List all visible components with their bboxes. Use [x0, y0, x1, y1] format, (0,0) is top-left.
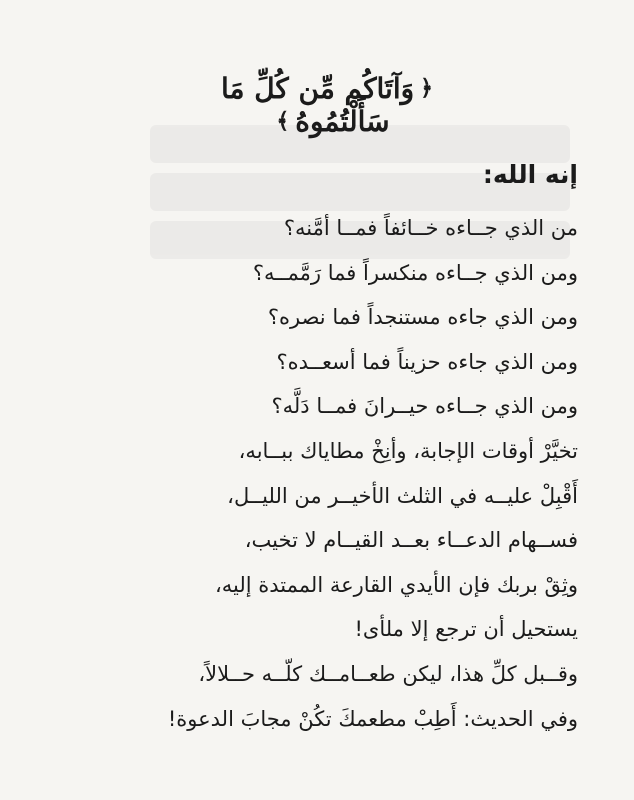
verse-title: [160, 72, 500, 138]
text-line: تخيَّرْ أوقات الإجابة، وأنِخْ مطاياك ببــابه،: [238, 438, 578, 463]
verse-text: وَآتَاكُم مِّن كُلِّ مَا سَأَلْتُمُوهُ: [220, 72, 415, 138]
text-line: من الذي جــاءه خــائفاً فمــا أمَّنه؟: [283, 216, 578, 240]
text-line: وثِقْ بربك فإن الأيدي القارعة الممتدة إليه،: [215, 572, 578, 597]
text-line: ومن الذي جــاءه حيــرانَ فمــا دَلَّه؟: [271, 394, 578, 419]
text-line: يستحيل أن ترجع إلا ملأى!: [354, 617, 578, 642]
text-line: فســهام الدعــاء بعــد القيــام لا تخيب،: [244, 528, 578, 553]
text-line: وفي الحديث: أَطِبْ مطعمكَ تكُنْ مجابَ الدعوة!: [167, 706, 578, 731]
ornament-right: ﴿: [420, 75, 434, 101]
body-text: [58, 206, 578, 741]
text-line: وقــبل كلِّ هذا، ليكن طعــامــك كلّــه حــلالاً،: [198, 661, 578, 686]
text-line: ومن الذي جــاءه منكسراً فما رَمَّمــه؟: [252, 260, 578, 285]
text-line: أَقْبِلْ عليــه في الثلث الأخيــر من الليــل،: [227, 483, 578, 508]
ornament-left: ﴾: [276, 108, 290, 134]
section-heading: إنه الله:: [482, 160, 578, 189]
text-line: ومن الذي جاءه حزيناً فما أسعــده؟: [276, 349, 578, 374]
text-line: ومن الذي جاءه مستنجداً فما نصره؟: [267, 305, 578, 330]
